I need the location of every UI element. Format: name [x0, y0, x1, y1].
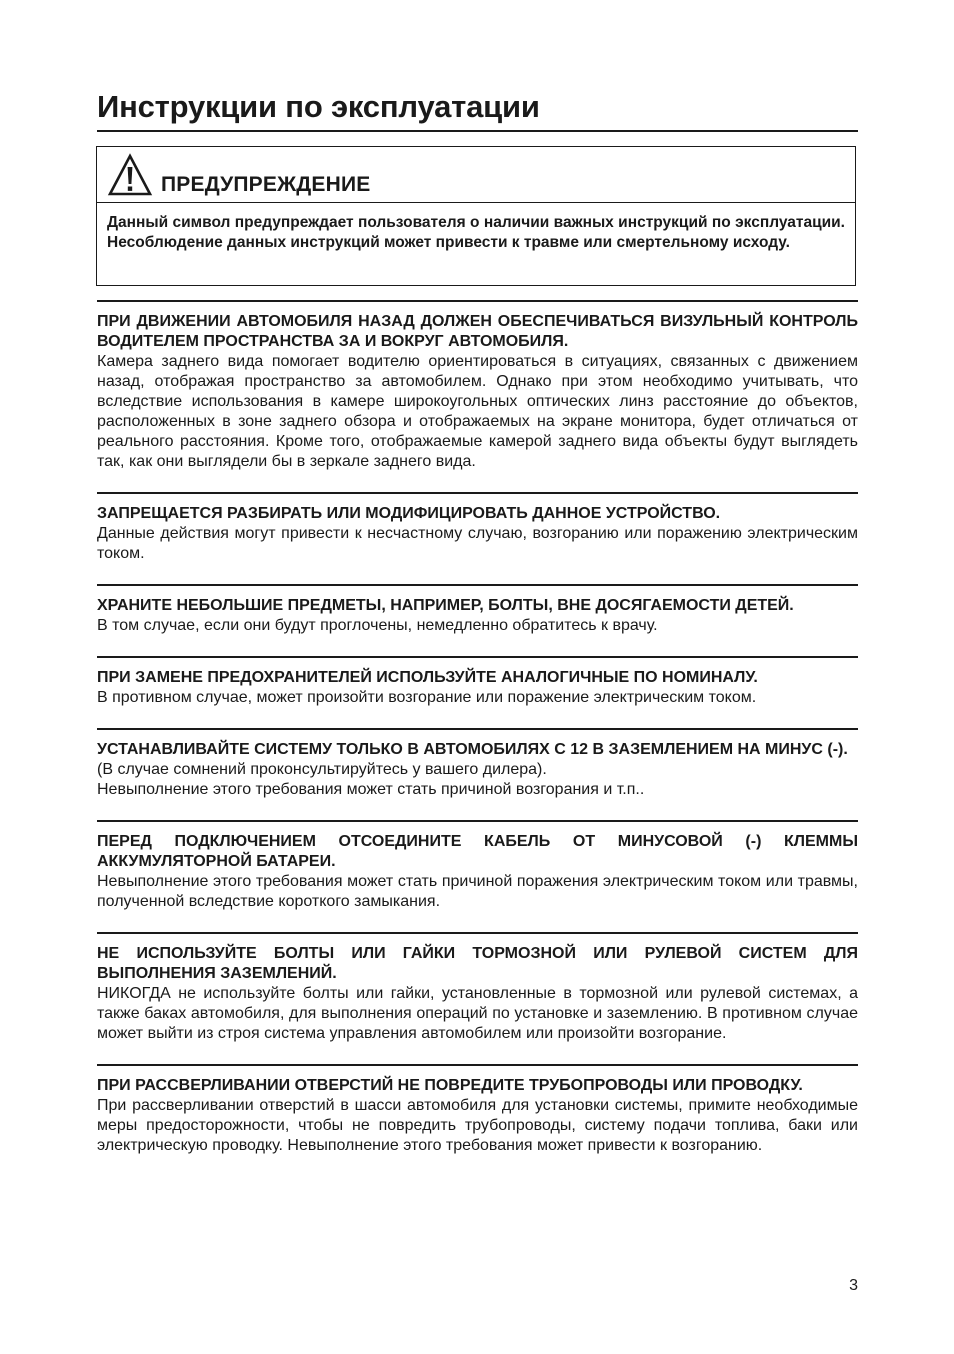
warning-header: [97, 147, 855, 203]
page-title: Инструкции по эксплуатации: [97, 89, 540, 124]
section-drilling-holes: [97, 1064, 858, 1176]
warning-text: Данный символ предупреждает пользователя о наличии важных инструкций по эксплуатации. Несоблюдение данных инструкций может привести к травме или смертельному исходу.: [107, 214, 845, 251]
page-number: 3: [849, 1277, 858, 1294]
section-title: ПРИ ДВИЖЕНИИ АВТОМОБИЛЯ НАЗАД ДОЛЖЕН ОБЕСПЕЧИВАТЬСЯ ВИЗУЛЬНЫЙ КОНТРОЛЬ ВОДИТЕЛЕМ ПРОСТРАНСТВА ЗА И ВОКРУГ АВТОМОБИЛЯ.: [97, 313, 858, 350]
section-disconnect-battery: [97, 820, 858, 932]
section-body: Камера заднего вида помогает водителю ориентироваться в ситуациях, связанных с движением назад, отображая пространство за автомобилем. Однако при этом необходимо учитывать, что вследствие использования в камере широкоугольных оптических линз расстояние до объектов, расположенных в зоне заднего обзора и отображаемых на экране монитора, будет отличаться от реального расстояния. Кроме того, отображаемые камерой заднего вида объекты будут выглядеть так, как они выглядели бы в зеркале заднего вида.: [97, 353, 858, 470]
section-body: Невыполнение этого требования может стать причиной поражения электрическим током или травмы, полученной вследствие короткого замыкания.: [97, 873, 858, 910]
section-body: В противном случае, может произойти возгорание или поражение электрическим током.: [97, 689, 757, 706]
section-title: ПРИ РАССВЕРЛИВАНИИ ОТВЕРСТИЙ НЕ ПОВРЕДИТЕ ТРУБОПРОВОДЫ ИЛИ ПРОВОДКУ.: [97, 1077, 803, 1094]
section-fuse-replacement: [97, 656, 858, 728]
section-12v-negative-ground: [97, 728, 858, 820]
warning-box: [96, 146, 856, 286]
section-no-disassembly: [97, 492, 858, 584]
section-body: НИКОГДА не используйте болты или гайки, установленные в тормозной или рулевой системах, а также баках автомобиля, для выполнения операций по установке и заземлению. В противном случае может выйти из строя система управления автомобилем или произойти возгорание.: [97, 985, 858, 1042]
safety-sections: [97, 300, 858, 1176]
section-title: НЕ ИСПОЛЬЗУЙТЕ БОЛТЫ ИЛИ ГАЙКИ ТОРМОЗНОЙ ИЛИ РУЛЕВОЙ СИСТЕМ ДЛЯ ВЫПОЛНЕНИЯ ЗАЗЕМЛЕНИЙ.: [97, 945, 858, 982]
section-body: (В случае сомнений проконсультируйтесь у вашего дилера).: [97, 761, 547, 778]
section-grounding-bolts: [97, 932, 858, 1064]
warning-triangle-icon: [107, 153, 153, 197]
section-title: УСТАНАВЛИВАЙТЕ СИСТЕМУ ТОЛЬКО В АВТОМОБИЛЯХ С 12 В ЗАЗЕМЛЕНИЕМ НА МИНУС (-).: [97, 741, 848, 758]
section-reverse-visual-control: [97, 300, 858, 492]
section-title: ЗАПРЕЩАЕТСЯ РАЗБИРАТЬ ИЛИ МОДИФИЦИРОВАТЬ ДАННОЕ УСТРОЙСТВО.: [97, 505, 721, 522]
section-small-parts: [97, 584, 858, 656]
section-body-extra: Невыполнение этого требования может стать причиной возгорания и т.п..: [97, 781, 645, 798]
section-title: ХРАНИТЕ НЕБОЛЬШИЕ ПРЕДМЕТЫ, НАПРИМЕР, БОЛТЫ, ВНЕ ДОСЯГАЕМОСТИ ДЕТЕЙ.: [97, 597, 794, 614]
section-body: Данные действия могут привести к несчастному случаю, возгоранию или поражению электрическим током.: [97, 525, 858, 562]
warning-title: ПРЕДУПРЕЖДЕНИЕ: [161, 172, 371, 196]
section-title: ПРИ ЗАМЕНЕ ПРЕДОХРАНИТЕЛЕЙ ИСПОЛЬЗУЙТЕ АНАЛОГИЧНЫЕ ПО НОМИНАЛУ.: [97, 669, 758, 686]
title-rule: [97, 130, 858, 132]
section-title: ПЕРЕД ПОДКЛЮЧЕНИЕМ ОТСОЕДИНИТЕ КАБЕЛЬ ОТ МИНУСОВОЙ (-) КЛЕММЫ АККУМУЛЯТОРНОЙ БАТАРЕИ.: [97, 833, 858, 870]
section-body: В том случае, если они будут проглочены, немедленно обратитесь к врачу.: [97, 617, 658, 634]
section-body: При рассверливании отверстий в шасси автомобиля для установки системы, примите необходимые меры предосторожности, чтобы не повредить трубопроводы, систему подачи топлива, баки или электрическую проводку. Невыполнение этого требования может привести к возгоранию.: [97, 1097, 858, 1154]
